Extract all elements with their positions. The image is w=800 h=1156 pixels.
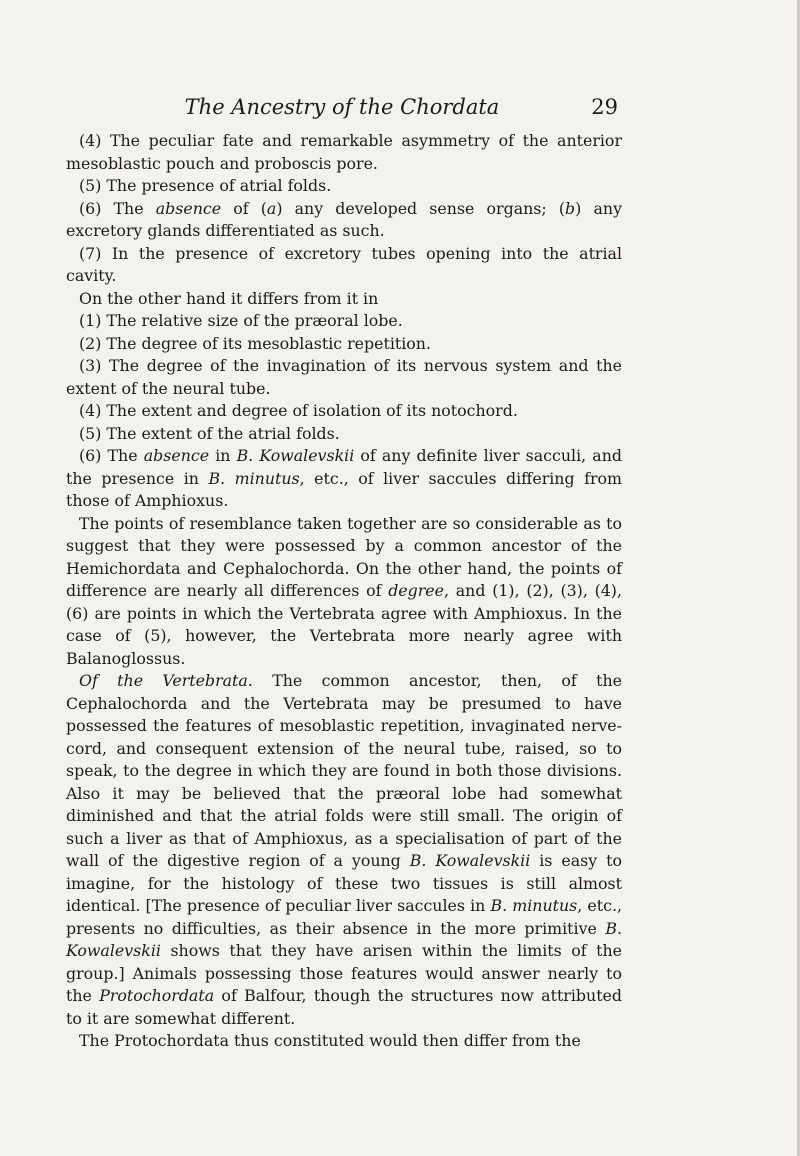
paragraph — [66, 1030, 622, 1053]
paragraph — [66, 670, 622, 1030]
text-run: (2) The degree of its mesoblastic repetition. — [79, 333, 431, 353]
paragraph — [66, 423, 622, 446]
text-run: (5) The presence of atrial folds. — [79, 176, 332, 195]
text-run: On the other hand it differs from it in — [79, 288, 379, 308]
italic-run: B. minutus — [490, 896, 578, 915]
text-run: of ( — [221, 198, 267, 218]
paragraph — [66, 130, 622, 175]
paragraph — [66, 310, 622, 333]
italic-run: b — [565, 198, 576, 218]
paragraph — [66, 333, 622, 356]
paragraph — [66, 445, 622, 513]
text-run: in — [209, 446, 237, 465]
italic-run: B. minutus — [208, 468, 300, 488]
running-title: The Ancestry of the Chordata — [184, 95, 500, 119]
text-run: ) any developed sense organs; ( — [276, 198, 566, 218]
text-run: (6) The — [79, 446, 144, 465]
italic-run: absence — [155, 198, 222, 218]
text-run: The Protochordata thus constituted would then differ from the — [79, 1031, 581, 1050]
body-text — [66, 130, 622, 1053]
text-run: ) any excretory glands differentiated as such. — [66, 198, 622, 240]
text-run: The points of resemblance taken together are so considerable as to suggest that they were possessed by a common ancestor of the Hemichordata and Cephalochorda. On the other hand, the points of difference are nearly all differences of — [66, 513, 622, 600]
text-run: , and (1), (2), (3), (4), (6) are points in which the Vertebrata agree with Amphioxus. In the case of (5), however, the Vertebrata more nearly agree with Balanoglossus. — [66, 581, 622, 668]
text-run: The common ancestor, then, of the Cephalochorda and the Vertebrata may be presumed to have possessed the features of mesoblastic repetition, invaginated nerve-cord, and consequent extension of the neural tube, raised, so to speak, to the degree in which they are found in both those divisions. Also it may be believed that the præoral lobe had somewhat diminished and that the atrial folds were still small. The origin of such a liver as that of Amphioxus, as a specialisation of part of the wall of the digestive region of a young — [66, 671, 623, 870]
text-run: of Balfour, though the structures now attributed to it are somewhat different. — [66, 986, 622, 1028]
text-run: of any definite liver sacculi, and the presence in — [66, 446, 622, 488]
text-run: (1) The relative size of the præoral lobe. — [79, 311, 403, 330]
paragraph — [66, 400, 622, 423]
paragraph — [66, 288, 622, 311]
italic-run: Protochordata — [99, 986, 215, 1005]
italic-run: B. Kowalevskii — [236, 446, 355, 465]
page-header — [66, 92, 618, 128]
italic-run: a — [266, 198, 277, 218]
italic-run: B. Kowalevskii — [66, 918, 622, 960]
italic-run: degree — [388, 581, 445, 600]
text-run: is easy to imagine, for the histology of these two tissues is still almost identical. [The presence of peculiar liver saccules in — [66, 851, 622, 915]
text-run: , etc., of liver saccules differing from those of Amphioxus. — [66, 468, 622, 510]
italic-run: B. Kowalevskii — [409, 851, 531, 870]
text-run: (4) The extent and degree of isolation of its notochord. — [79, 401, 518, 420]
paragraph — [66, 243, 622, 288]
paragraph — [66, 175, 622, 198]
italic-run: absence — [143, 446, 210, 465]
text-run: (5) The extent of the atrial folds. — [79, 423, 340, 443]
text-run: (3) The degree of the invagination of its nervous system and the extent of the neural tube. — [66, 356, 622, 398]
text-run: (7) In the presence of excretory tubes opening into the atrial cavity. — [66, 243, 622, 285]
text-run: (4) The peculiar fate and remarkable asymmetry of the anterior mesoblastic pouch and proboscis pore. — [66, 131, 622, 173]
text-run: , etc., presents no difficulties, as their absence in the more primitive — [66, 896, 622, 938]
italic-run: Of the Vertebrata. — [79, 671, 253, 690]
paragraph — [66, 513, 622, 671]
page-number: 29 — [591, 95, 618, 119]
text-run: shows that they have arisen within the limits of the group.] Animals possessing those features would answer nearly to the — [66, 941, 622, 1005]
text-run: (6) The — [79, 198, 156, 218]
paragraph — [66, 198, 622, 243]
paragraph — [66, 355, 622, 400]
